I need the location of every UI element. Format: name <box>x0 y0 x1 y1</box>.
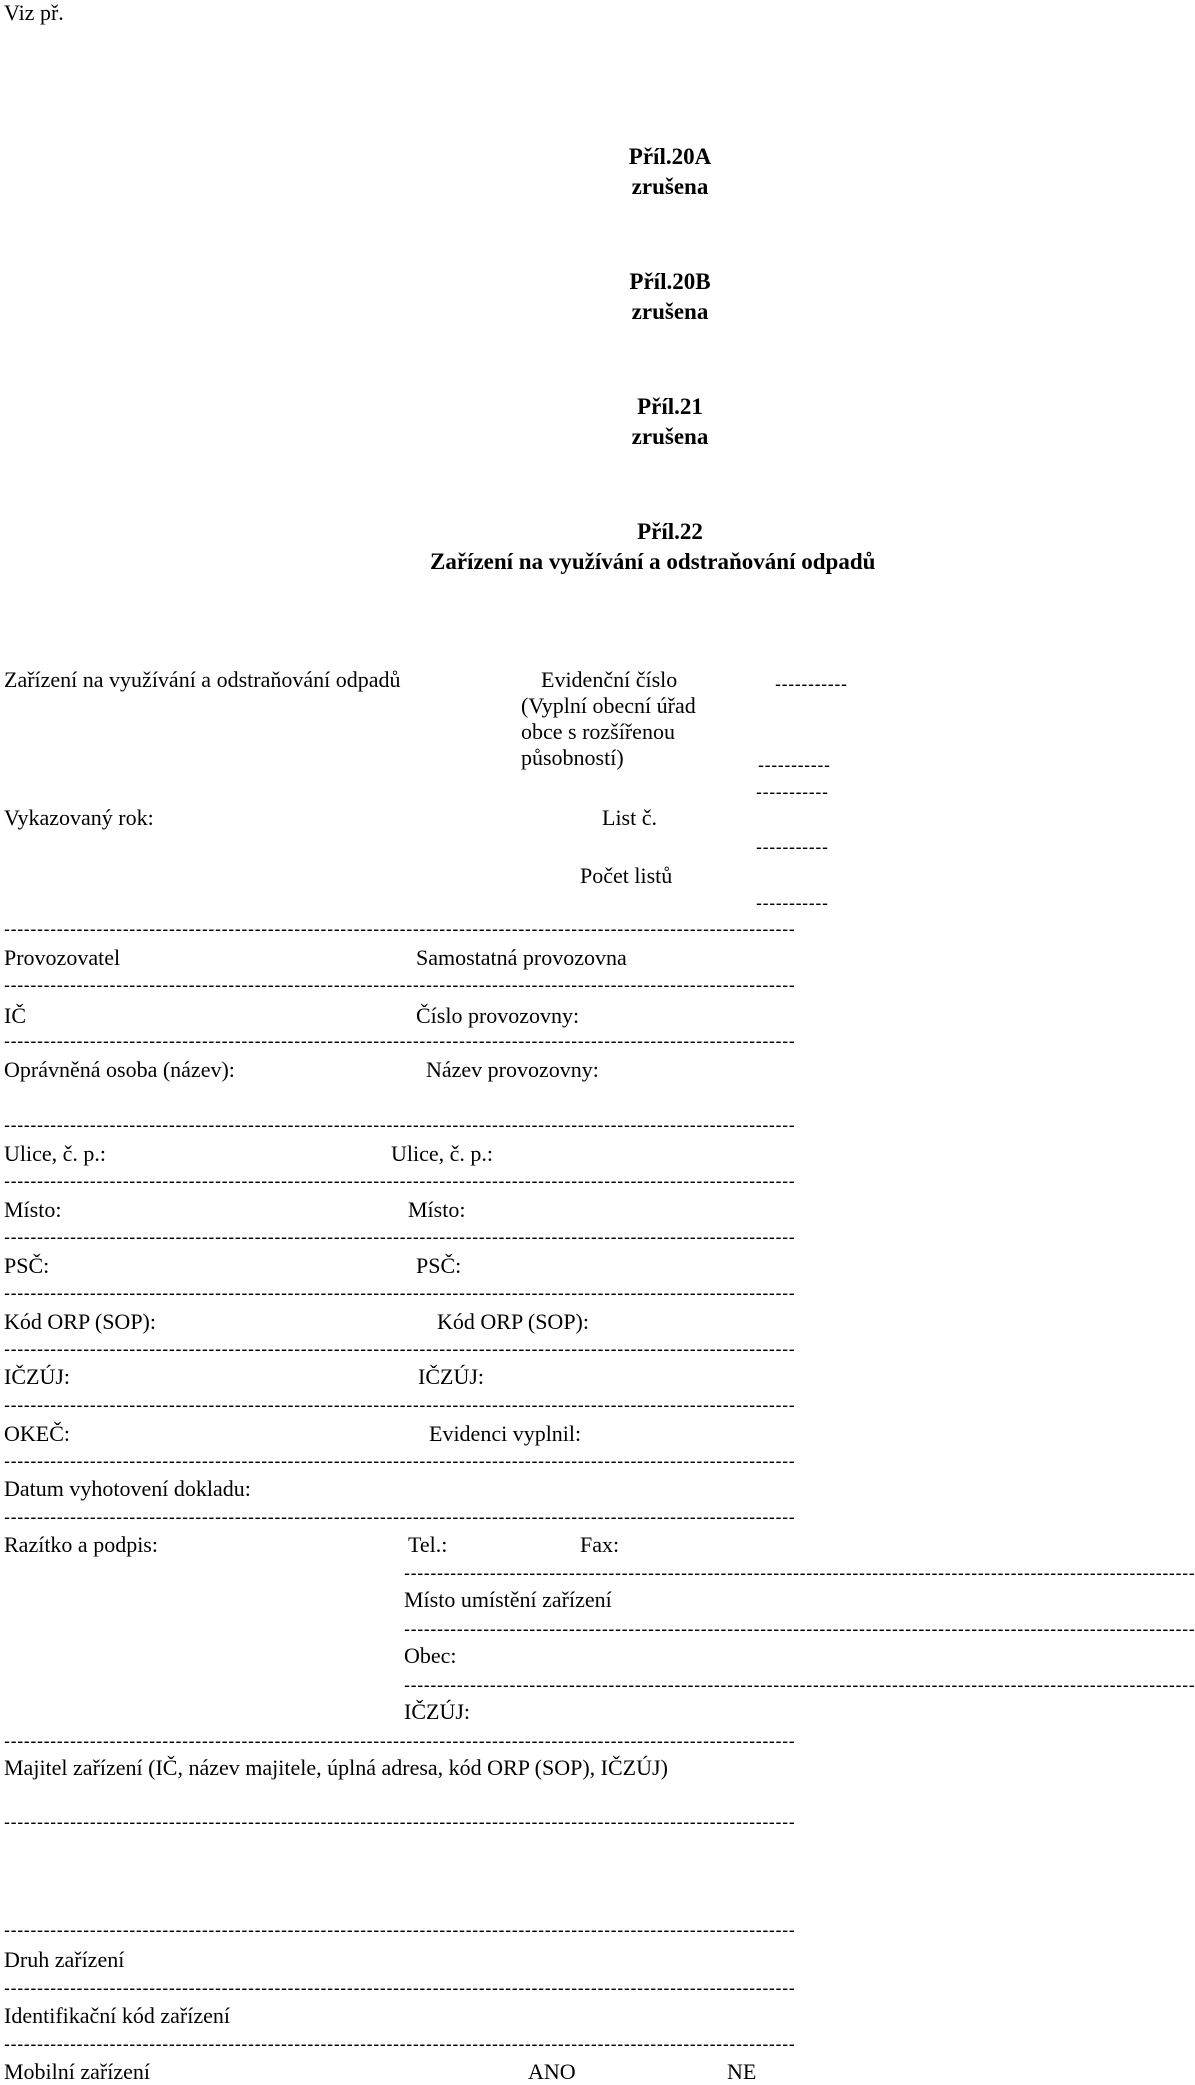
separator-7: ------------------------------------------------------------------------------------------------------------------------ <box>4 1283 796 1303</box>
iczuj-left-label: IČZÚJ: <box>4 1364 70 1389</box>
iczuj-right-label: IČZÚJ: <box>418 1364 484 1389</box>
pocet-listu-line: ----------- <box>756 893 829 913</box>
psc-left-label: PSČ: <box>4 1253 50 1278</box>
druh-zarizeni-label: Druh zařízení <box>4 1947 125 1972</box>
fax-label: Fax: <box>580 1532 620 1557</box>
iczuj-bottom-label: IČZÚJ: <box>404 1699 470 1724</box>
razitko-label: Razítko a podpis: <box>4 1532 158 1557</box>
list-c-line: ----------- <box>756 837 829 857</box>
header-p22-title: Příl.22 <box>637 519 703 544</box>
separator-2: ------------------------------------------------------------------------------------------------------------------------ <box>4 975 796 995</box>
ulice-left-label: Ulice, č. p.: <box>4 1141 107 1166</box>
form-title: Zařízení na využívání a odstraňování odpadů <box>4 667 401 692</box>
separator-9: ------------------------------------------------------------------------------------------------------------------------ <box>4 1395 796 1415</box>
tel-label: Tel.: <box>408 1532 448 1557</box>
pocet-listu-label: Počet listů <box>580 863 673 888</box>
misto-left-label: Místo: <box>4 1197 62 1222</box>
header-p20b-title: Příl.20B <box>629 269 711 294</box>
extra-line-1: ----------- <box>756 782 829 802</box>
top-note: Viz př. <box>4 0 64 25</box>
cislo-provozovny-label: Číslo provozovny: <box>416 1003 580 1028</box>
kod-orp-left-label: Kód ORP (SOP): <box>4 1309 156 1334</box>
identifikacni-kod-label: Identifikační kód zařízení <box>4 2003 231 2028</box>
psc-right-label: PSČ: <box>416 1253 462 1278</box>
separator-18: ------------------------------------------------------------------------------------------------------------------------ <box>4 1978 796 1998</box>
separator-5: ------------------------------------------------------------------------------------------------------------------------ <box>4 1171 796 1191</box>
ulice-right-label: Ulice, č. p.: <box>391 1141 494 1166</box>
header-p21-title: Příl.21 <box>637 394 703 419</box>
separator-8: ------------------------------------------------------------------------------------------------------------------------ <box>4 1339 796 1359</box>
ano-option: ANO <box>528 2059 576 2084</box>
misto-right-label: Místo: <box>408 1197 466 1222</box>
okec-label: OKEČ: <box>4 1421 70 1446</box>
header-p20a-status: zrušena <box>631 174 709 199</box>
separator-11: ------------------------------------------------------------------------------------------------------------------------ <box>4 1507 796 1527</box>
header-p22-subtitle: Zařízení na využívání a odstraňování odpadů <box>430 549 876 574</box>
evidencni-cislo-label: Evidenční číslo <box>541 667 678 692</box>
vyplni-line-2: obce s rozšířenou <box>521 719 675 744</box>
evidenci-vyplnil-label: Evidenci vyplnil: <box>429 1421 582 1446</box>
separator-3: ------------------------------------------------------------------------------------------------------------------------ <box>4 1031 796 1051</box>
separator-6: ------------------------------------------------------------------------------------------------------------------------ <box>4 1227 796 1247</box>
vyplni-line: ----------- <box>758 755 831 775</box>
evidencni-cislo-line: ----------- <box>775 674 848 694</box>
vyplni-line-3: působností) <box>521 745 624 770</box>
separator-14: ------------------------------------------------------------------------------------------------------------------------ <box>404 1675 1195 1695</box>
provozovatel-label: Provozovatel <box>4 945 121 970</box>
separator-1: ------------------------------------------------------------------------------------------------------------------------ <box>4 919 796 939</box>
separator-15: ------------------------------------------------------------------------------------------------------------------------ <box>4 1731 796 1751</box>
header-p21-status: zrušena <box>631 424 709 449</box>
list-c-label: List č. <box>602 805 657 830</box>
separator-10: ------------------------------------------------------------------------------------------------------------------------ <box>4 1451 796 1471</box>
separator-19: ------------------------------------------------------------------------------------------------------------------------ <box>4 2034 796 2054</box>
header-p20a-title: Příl.20A <box>628 144 712 169</box>
datum-vyhotoveni-label: Datum vyhotovení dokladu: <box>4 1476 251 1501</box>
ne-option: NE <box>727 2059 757 2084</box>
samostatna-provozovna-label: Samostatná provozovna <box>416 945 627 970</box>
obec-label: Obec: <box>404 1643 457 1668</box>
majitel-label: Majitel zařízení (IČ, název majitele, úplná adresa, kód ORP (SOP), IČZÚJ) <box>4 1755 668 1780</box>
separator-13: ------------------------------------------------------------------------------------------------------------------------ <box>404 1619 1195 1639</box>
separator-17: ------------------------------------------------------------------------------------------------------------------------ <box>4 1920 796 1940</box>
misto-umisteni-label: Místo umístění zařízení <box>404 1587 612 1612</box>
separator-16: ------------------------------------------------------------------------------------------------------------------------ <box>4 1812 796 1832</box>
vyplni-line-1: (Vyplní obecní úřad <box>521 693 696 718</box>
kod-orp-right-label: Kód ORP (SOP): <box>437 1309 589 1334</box>
separator-4: ------------------------------------------------------------------------------------------------------------------------ <box>4 1115 796 1135</box>
ic-label: IČ <box>4 1003 26 1028</box>
mobilni-zarizeni-label: Mobilní zařízení <box>4 2059 151 2084</box>
separator-12: ------------------------------------------------------------------------------------------------------------------------ <box>404 1563 1195 1583</box>
opravnena-osoba-label: Oprávněná osoba (název): <box>4 1057 235 1082</box>
vykazovany-rok-label: Vykazovaný rok: <box>4 805 154 830</box>
header-p20b-status: zrušena <box>631 299 709 324</box>
nazev-provozovny-label: Název provozovny: <box>426 1057 599 1082</box>
